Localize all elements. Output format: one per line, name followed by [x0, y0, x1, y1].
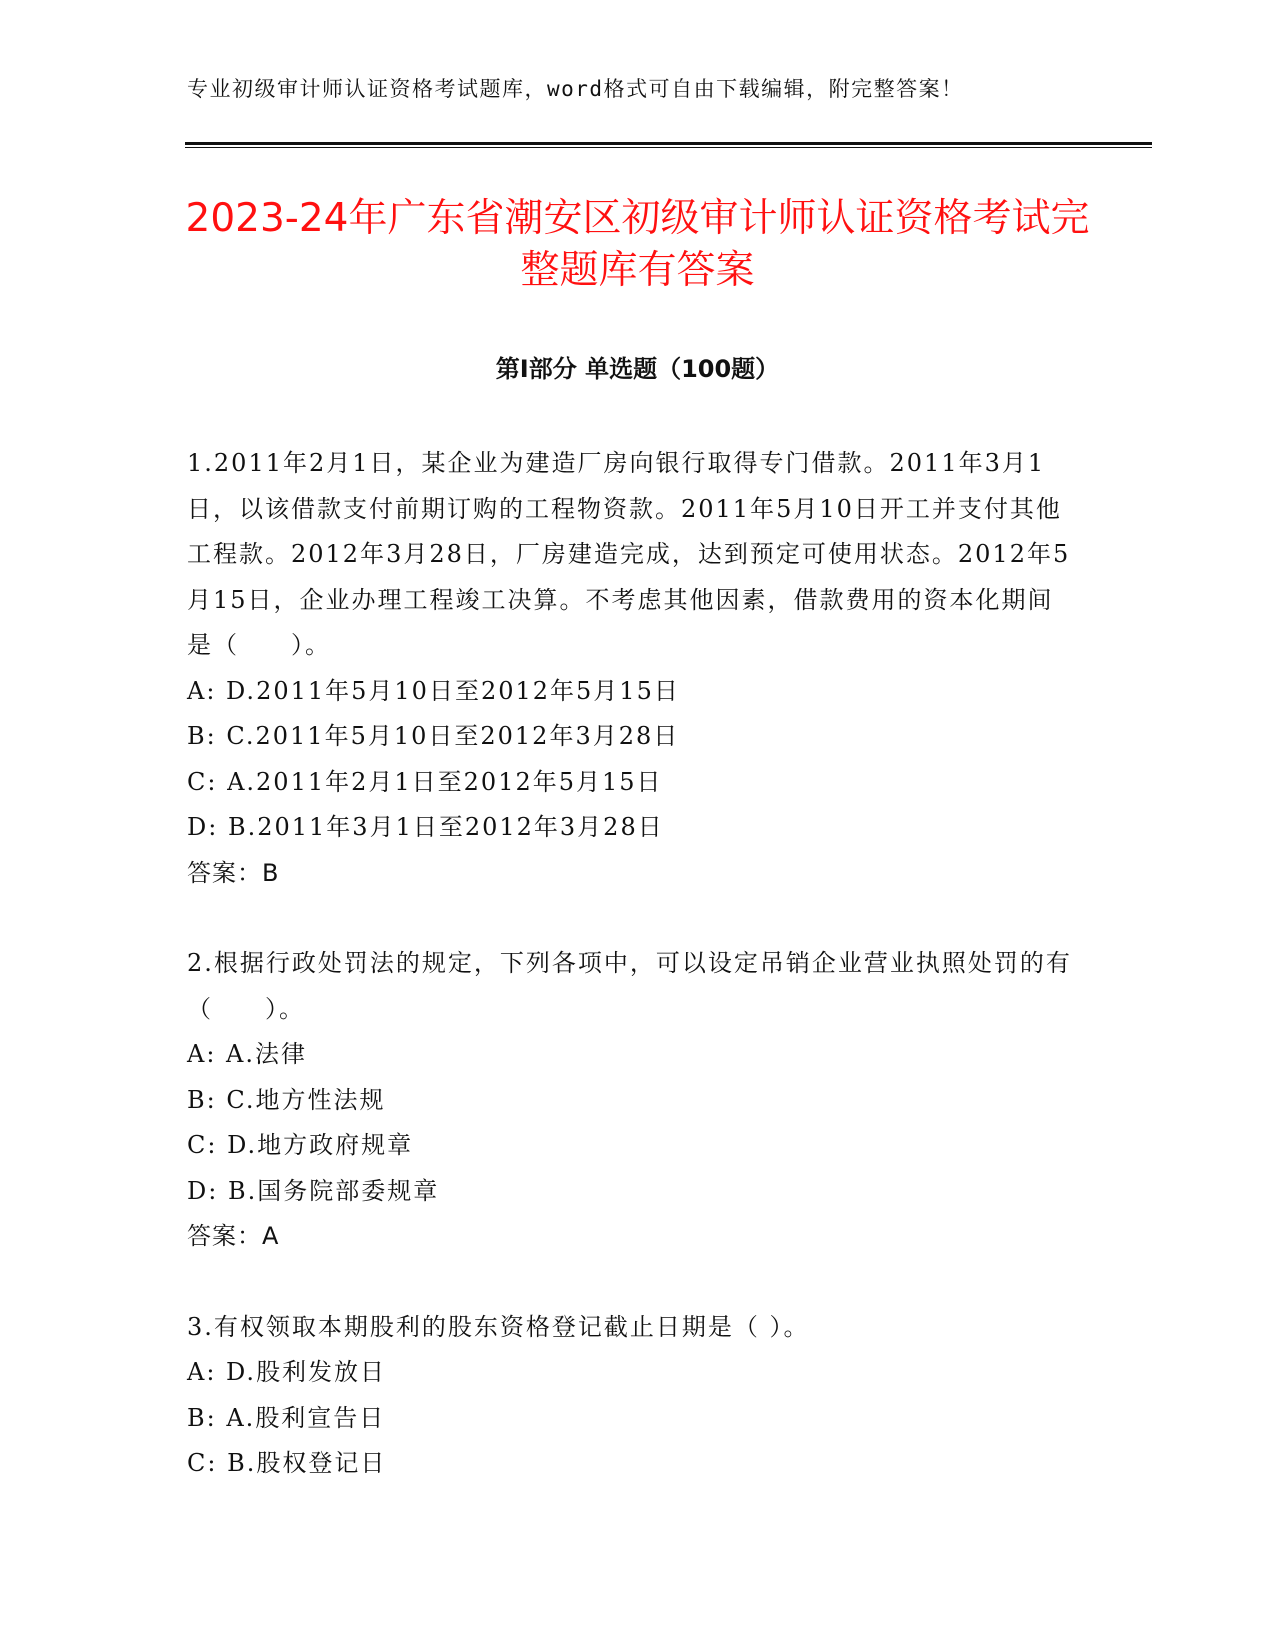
answer-label: 答案：A [187, 1222, 280, 1250]
section-title: 第Ⅰ部分 单选题（100题） [495, 355, 780, 383]
option-a: A: D.2011年5月10日至2012年5月15日 [187, 676, 680, 705]
option-c: C: D.地方政府规章 [187, 1131, 414, 1159]
question-stem: 1.2011年2月1日，某企业为建造厂房向银行取得专门借款。2011年3月1日，以该借款支付前期订购的工程物资款。2011年5月10日开工并支付其他工程款。2012年3月28日，厂房建造完成，达到预定可使用状态。2012年5月15日，企业办理工程竣工决算。不考虑其他因素，借款费用的资本化期间是（ ）。 [187, 449, 1071, 659]
option-c: C: B.股权登记日 [187, 1449, 387, 1477]
question-1 [187, 441, 1087, 896]
option-c: C: A.2011年2月1日至2012年5月15日 [187, 767, 663, 796]
option-d: D: B.2011年3月1日至2012年3月28日 [187, 813, 664, 841]
question-stem: 3.有权领取本期股利的股东资格登记截止日期是（ ）。 [187, 1312, 810, 1341]
question-2 [187, 941, 1087, 1260]
question-stem: 2.根据行政处罚法的规定，下列各项中，可以设定吊销企业营业执照处罚的有（ ）。 [187, 949, 1072, 1023]
option-a: A: A.法律 [187, 1040, 308, 1068]
question-list [187, 441, 1087, 1532]
question-3 [187, 1305, 1087, 1487]
page-header: 专业初级审计师认证资格考试题库，word格式可自由下载编辑，附完整答案！ [187, 77, 964, 101]
option-b: B: C.地方性法规 [187, 1085, 386, 1114]
document-title: 2023-24年广东省潮安区初级审计师认证资格考试完整题库有答案 [185, 196, 1090, 293]
option-b: B: C.2011年5月10日至2012年3月28日 [187, 722, 680, 750]
option-a: A: D.股利发放日 [187, 1358, 387, 1386]
answer-label: 答案：B [187, 858, 280, 887]
option-b: B: A.股利宣告日 [187, 1403, 386, 1432]
option-d: D: B.国务院部委规章 [187, 1176, 440, 1205]
header-divider [185, 142, 1152, 148]
